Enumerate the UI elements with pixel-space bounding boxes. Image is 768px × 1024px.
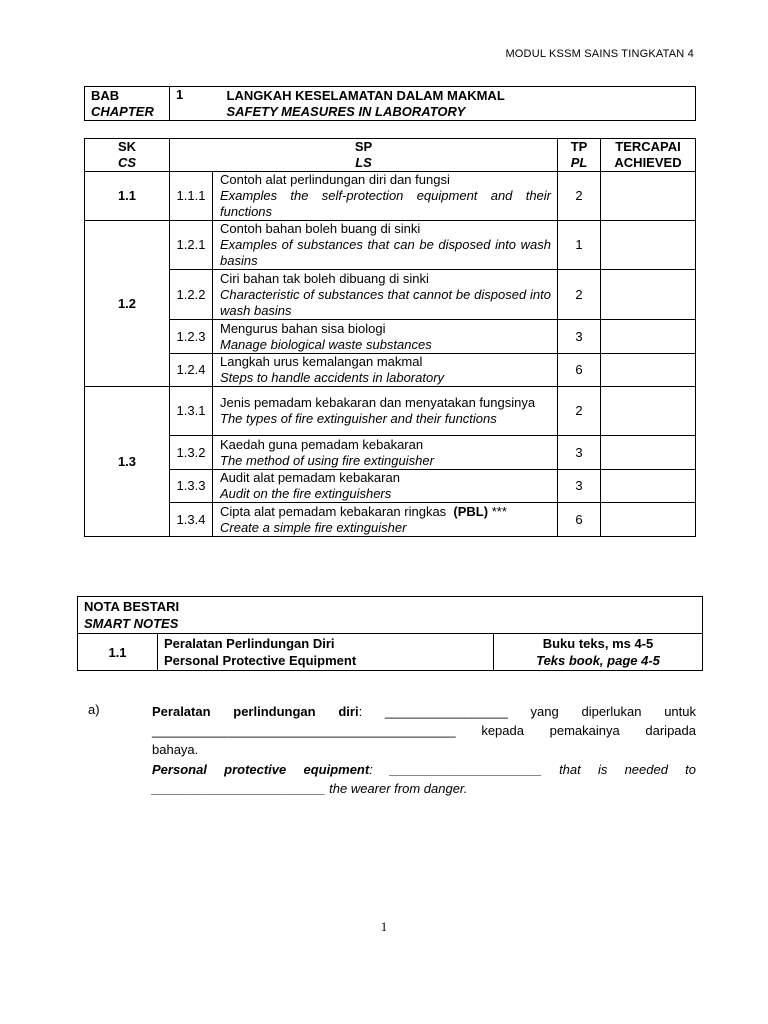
achieved-cell[interactable] [601,221,696,270]
chapter-title-ms: LANGKAH KESELAMATAN DALAM MAKMAL [226,87,505,103]
table-row [85,436,696,470]
en-line1-rest[interactable]: : _____________________ that is needed to [369,762,696,777]
table-row [85,354,696,387]
notes-topic-ms: Peralatan Perlindungan Diri [164,636,335,651]
achieved-cell[interactable] [601,320,696,354]
tp-cell: 2 [558,270,601,320]
header-sk [85,139,170,172]
table-row [85,172,696,221]
table-row [85,503,696,537]
sp-code: 1.2.4 [170,354,213,387]
notes-ref-ms: Buku teks, ms 4-5 [542,636,654,651]
sp-description [213,436,558,470]
table-row [85,221,696,270]
asterisk-mark: *** [491,503,507,519]
header-pl-text: PL [570,155,588,170]
question-en-line-2[interactable]: ________________________ the wearer from danger. [152,781,468,796]
header-tercapai-text: TERCAPAI [615,139,681,154]
sp-desc-en: Manage biological waste substances [220,336,432,352]
achieved-cell[interactable] [601,503,696,537]
tp-cell: 3 [558,470,601,503]
header-tp [558,139,601,172]
chapter-number [170,87,221,121]
sp-code: 1.2.3 [170,320,213,354]
sk-cell: 1.1 [85,172,170,221]
question-ms-line-2[interactable]: __________________________________________ kepada pemakainya daripada [152,723,696,738]
header-sp-text: SP [354,139,373,154]
sp-desc-en: Create a simple fire extinguisher [220,519,407,535]
tp-cell: 6 [558,503,601,537]
achieved-cell[interactable] [601,172,696,221]
notes-reference [494,634,703,671]
sp-desc-en: The method of using fire extinguisher [220,452,434,468]
notes-section: 1.1 [78,634,158,671]
chapter-title-en: SAFETY MEASURES IN LABORATORY [226,103,466,119]
sp-desc-en: Characteristic of substances that cannot be disposed into wash basins [220,286,551,318]
ms-term: Peralatan perlindungan diri [152,704,359,719]
chapter-label: CHAPTER [91,103,154,119]
question-label: a) [88,702,100,717]
chapter-table [84,86,696,121]
module-header: MODUL KSSM SAINS TINGKATAN 4 [505,48,694,60]
sp-description [213,270,558,320]
pbl-tag: (PBL) [453,503,489,519]
achieved-cell[interactable] [601,354,696,387]
header-tp-text: TP [570,139,588,154]
sp-code: 1.2.1 [170,221,213,270]
tp-cell: 3 [558,436,601,470]
header-achieved-text: ACHIEVED [614,155,682,170]
tp-cell: 3 [558,320,601,354]
sp-desc-en: Audit on the fire extinguishers [220,486,392,501]
header-ls-text: LS [355,155,372,170]
sp-description [213,320,558,354]
tp-cell: 2 [558,387,601,436]
achieved-cell[interactable] [601,436,696,470]
chapter-number-text: 1 [176,87,184,102]
notes-topic-en: Personal Protective Equipment [164,653,357,668]
chapter-label-cell [85,87,170,121]
question-ms-line-1 [152,702,696,721]
en-term: Personal protective equipment [152,762,370,777]
sp-desc-en: Examples of substances that can be disposed into wash basins [220,237,551,268]
sp-desc-ms: Jenis pemadam kebakaran dan menyatakan fungsinya [220,395,536,410]
sp-description [213,221,558,270]
sp-desc-ms: Ciri bahan tak boleh dibuang di sinki [220,270,429,286]
smart-notes-table [77,596,703,671]
notes-topic [158,634,494,671]
sp-desc-en: Steps to handle accidents in laboratory [220,370,445,385]
question-ms-line-3: bahaya. [152,742,199,757]
sp-desc-ms: Contoh alat perlindungan diri dan fungsi [220,172,450,187]
ms-line1-rest[interactable]: : _________________ yang diperlukan untuk [358,704,696,719]
table-row [85,320,696,354]
header-cs-text: CS [117,155,137,170]
sp-code: 1.1.1 [170,172,213,221]
sp-desc-ms [220,504,551,520]
sp-description [213,470,558,503]
sp-code: 1.3.3 [170,470,213,503]
table-row [85,470,696,503]
sp-description [213,354,558,387]
sp-description [213,387,558,436]
sp-desc-en: Examples the self-protection equipment and their functions [220,188,551,219]
standards-table [84,138,696,537]
tp-cell: 6 [558,354,601,387]
achieved-cell[interactable] [601,270,696,320]
sk-cell: 1.3 [85,387,170,537]
sp-description [213,172,558,221]
sp-desc-ms: Kaedah guna pemadam kebakaran [220,436,424,452]
bab-label: BAB [91,87,120,103]
sp-code: 1.3.1 [170,387,213,436]
notes-title-en: SMART NOTES [84,616,179,631]
header-sk-text: SK [117,139,137,154]
sp-desc-ms: Contoh bahan boleh buang di sinki [220,221,421,236]
notes-ref-en: Teks book, page 4-5 [536,653,660,668]
achieved-cell[interactable] [601,387,696,436]
sp-description [213,503,558,537]
sp-desc-ms: Langkah urus kemalangan makmal [220,354,423,369]
question-body-en [152,760,696,798]
sk-cell: 1.2 [85,221,170,387]
header-sp [170,139,558,172]
question-en-line-1 [152,760,696,779]
sp-desc-ms-text: Cipta alat pemadam kebakaran ringkas [220,503,447,519]
page-number: 1 [380,919,388,934]
header-tercapai [601,139,696,172]
sp-desc-en: The types of fire extinguisher and their functions [220,411,497,426]
table-row [85,270,696,320]
notes-title-ms: NOTA BESTARI [84,599,180,614]
table-row [85,387,696,436]
sp-code: 1.3.2 [170,436,213,470]
sp-desc-ms: Mengurus bahan sisa biologi [220,320,386,336]
notes-title-cell [78,597,703,634]
sp-desc-ms: Audit alat pemadam kebakaran [220,470,400,485]
sp-code: 1.2.2 [170,270,213,320]
question-body-ms [152,702,696,759]
tp-cell: 1 [558,221,601,270]
achieved-cell[interactable] [601,470,696,503]
sp-code: 1.3.4 [170,503,213,537]
tp-cell: 2 [558,172,601,221]
chapter-title-cell [221,87,696,121]
